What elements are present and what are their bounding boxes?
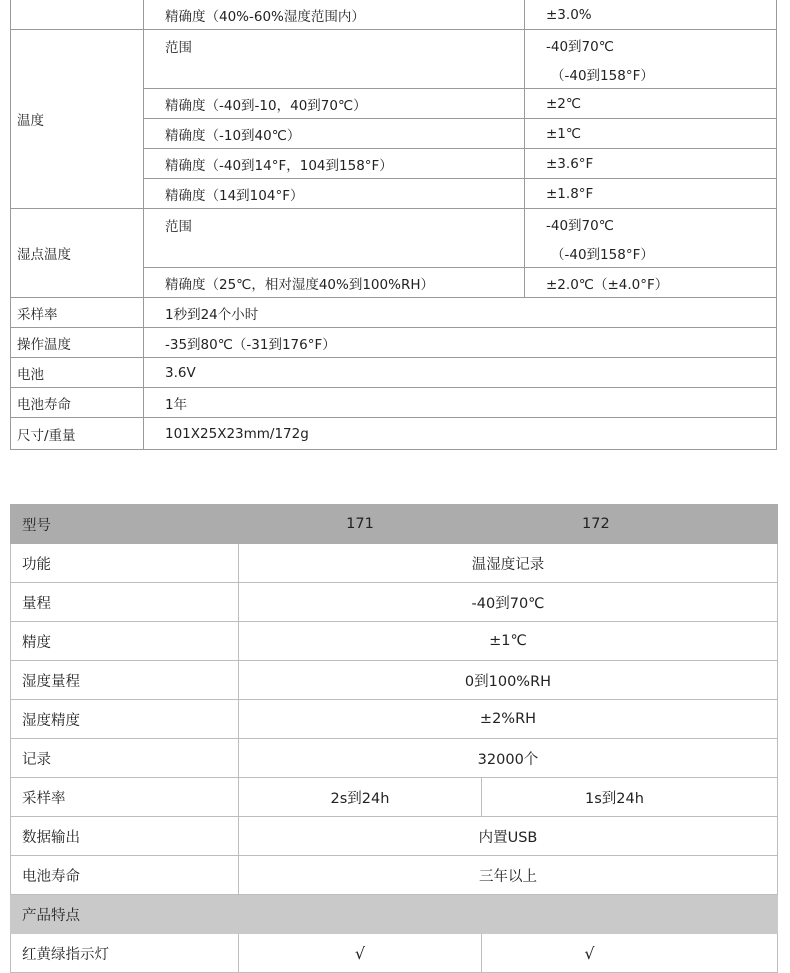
spec-row-operating-temp — [11, 328, 777, 358]
model-feature-171-cell — [239, 934, 482, 973]
model-row-value: 温湿度记录 — [239, 544, 778, 583]
spec-label: 电池 — [11, 358, 144, 388]
spec-param: 精确度（-40到-10，40到70℃） — [144, 89, 525, 119]
model-row — [11, 817, 778, 856]
spec-param: 精确度（-10到40℃） — [144, 119, 525, 149]
spec-category-temperature: 温度 — [11, 30, 144, 209]
spec-category-cell — [11, 0, 144, 30]
spec-param: 精确度（14到104°F） — [144, 179, 525, 209]
model-row-label: 精度 — [11, 622, 239, 661]
model-row-value: 内置USB — [239, 817, 778, 856]
spec-row-battery — [11, 358, 777, 388]
model-sampling-171: 2s到24h — [239, 778, 482, 817]
spec-row-humidity-accuracy — [11, 0, 777, 30]
model-row — [11, 622, 778, 661]
model-row-feature — [11, 934, 778, 973]
model-row-label: 功能 — [11, 544, 239, 583]
model-sampling-172: 1s到24h — [482, 778, 778, 817]
spec-row-dew-range — [11, 209, 777, 239]
checkmark-icon: √ — [584, 943, 595, 963]
model-header-label: 型号 — [11, 505, 239, 544]
spec-value-dew-range-c: -40到70℃ — [525, 209, 777, 239]
spec-row-temp-range — [11, 30, 777, 60]
spec-category-dewpoint: 湿点温度 — [11, 209, 144, 298]
model-row-label: 电池寿命 — [11, 856, 239, 895]
checkmark-icon: √ — [354, 943, 366, 963]
spec-table — [10, 0, 777, 450]
model-row-label: 湿度精度 — [11, 700, 239, 739]
spec-value: ±1℃ — [525, 119, 777, 149]
model-row — [11, 739, 778, 778]
spec-value: ±3.6°F — [525, 149, 777, 179]
model-section-row — [11, 895, 778, 934]
spec-value-dew-range-f: （-40到158°F） — [525, 238, 777, 268]
model-section-label: 产品特点 — [11, 895, 778, 934]
spec-value: -35到80℃（-31到176°F） — [144, 328, 777, 358]
model-row-value: ±1℃ — [239, 622, 778, 661]
spec-value: 101X25X23mm/172g — [144, 418, 777, 450]
model-row-label: 记录 — [11, 739, 239, 778]
spec-value-temp-range-c: -40到70℃ — [525, 30, 777, 60]
model-header-172: 172 — [482, 505, 778, 544]
spec-value: ±1.8°F — [525, 179, 777, 209]
spec-label: 电池寿命 — [11, 388, 144, 418]
model-row — [11, 700, 778, 739]
model-row — [11, 544, 778, 583]
spec-param: 精确度（-40到14°F，104到158°F） — [144, 149, 525, 179]
model-row-label: 量程 — [11, 583, 239, 622]
spec-value: 1秒到24个小时 — [144, 298, 777, 328]
spec-param: 精确度（25℃，相对湿度40%到100%RH） — [144, 268, 525, 298]
spec-label: 采样率 — [11, 298, 144, 328]
spec-param: 精确度（40%-60%湿度范围内） — [144, 0, 525, 30]
spec-param-dew-range: 范围 — [144, 209, 525, 268]
model-row-label: 湿度量程 — [11, 661, 239, 700]
model-row-value: 32000个 — [239, 739, 778, 778]
model-row-label: 采样率 — [11, 778, 239, 817]
spec-value-temp-range-f: （-40到158°F） — [525, 59, 777, 89]
spec-label: 操作温度 — [11, 328, 144, 358]
spec-value: 1年 — [144, 388, 777, 418]
model-row-sampling — [11, 778, 778, 817]
spec-row-size-weight — [11, 418, 777, 450]
spec-value: ±2.0℃（±4.0°F） — [525, 268, 777, 298]
spec-label: 尺寸/重量 — [11, 418, 144, 450]
model-comparison-table — [10, 504, 778, 973]
model-row-value: -40到70℃ — [239, 583, 778, 622]
spec-param-temp-range: 范围 — [144, 30, 525, 89]
model-row — [11, 661, 778, 700]
model-row — [11, 583, 778, 622]
model-row-value: ±2%RH — [239, 700, 778, 739]
model-feature-172-cell — [482, 934, 778, 973]
spec-value: ±3.0% — [525, 0, 777, 30]
model-header-row — [11, 505, 778, 544]
spec-row-sampling — [11, 298, 777, 328]
model-row-value: 三年以上 — [239, 856, 778, 895]
spec-value: ±2℃ — [525, 89, 777, 119]
model-row-label: 红黄绿指示灯 — [11, 934, 239, 973]
model-header-171: 171 — [239, 505, 482, 544]
spec-row-battery-life — [11, 388, 777, 418]
model-row-value: 0到100%RH — [239, 661, 778, 700]
spec-value: 3.6V — [144, 358, 777, 388]
model-row-label: 数据输出 — [11, 817, 239, 856]
model-row — [11, 856, 778, 895]
